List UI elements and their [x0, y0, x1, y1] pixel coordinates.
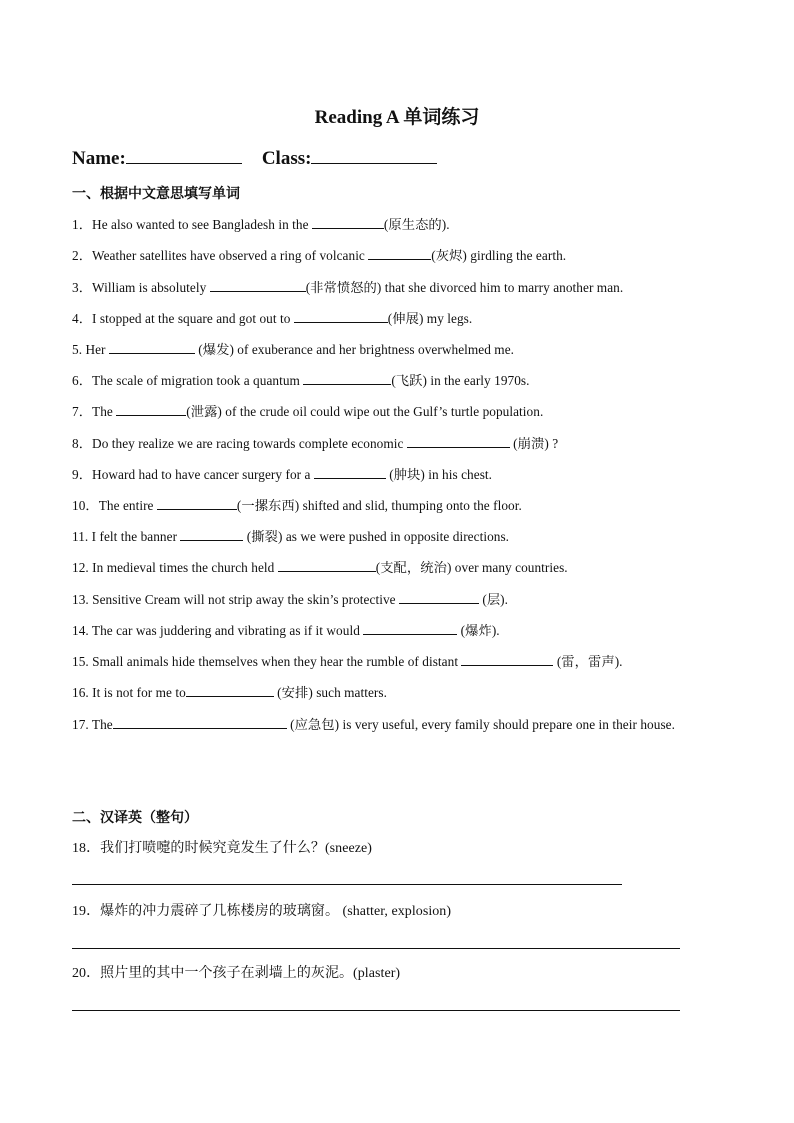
answer-blank[interactable]	[210, 277, 306, 292]
question-hint: (一摞东西) shifted and slid, thumping onto the floor.	[236, 498, 522, 513]
question-9	[72, 459, 712, 490]
answer-blank[interactable]	[363, 620, 457, 635]
page-title: Reading A 单词练习	[314, 107, 480, 128]
question-text: 14. The car was juddering and vibrating as if it would	[72, 623, 364, 638]
question-text: 3．William is absolutely	[72, 280, 210, 295]
question-text: 6．The scale of migration took a quantum	[72, 373, 304, 388]
answer-blank[interactable]	[109, 339, 195, 354]
name-class-row	[72, 145, 437, 170]
question-text: 16. It is not for me to	[72, 685, 186, 700]
question-text: 4．I stopped at the square and got out to	[72, 311, 294, 326]
answer-blank[interactable]	[461, 651, 553, 666]
question-hint: (灰烬) girdling the earth.	[431, 248, 567, 263]
question-5	[72, 334, 712, 365]
question-3	[72, 272, 712, 303]
answer-line-18[interactable]	[72, 884, 622, 885]
class-blank[interactable]	[311, 145, 437, 164]
answer-blank[interactable]	[399, 589, 479, 604]
question-text: 10．The entire	[72, 498, 157, 513]
answer-blank[interactable]	[294, 308, 388, 323]
question-text: 8．Do they realize we are racing towards complete economic	[72, 436, 407, 451]
section1-heading: 一、根据中文意思填写单词	[72, 187, 240, 202]
question-text: 17. The	[72, 717, 113, 732]
question-text: 15. Small animals hide themselves when they hear the rumble of distant	[72, 654, 462, 669]
question-hint: (飞跃) in the early 1970s.	[391, 373, 530, 388]
question-hint: (雷，雷声).	[553, 654, 623, 669]
answer-blank[interactable]	[407, 433, 510, 448]
answer-blank[interactable]	[312, 214, 384, 229]
name-blank[interactable]	[126, 145, 242, 164]
question-8	[72, 428, 712, 459]
question-hint: (支配，统治) over many countries.	[375, 560, 568, 575]
question-text: 11. I felt the banner	[72, 529, 181, 544]
question-hint: (撕裂) as we were pushed in opposite directions.	[243, 529, 510, 544]
question-hint: (崩溃) ?	[509, 436, 559, 451]
answer-line-19[interactable]	[72, 948, 680, 949]
question-text: 1．He also wanted to see Bangladesh in the	[72, 217, 312, 232]
name-label: Name:	[72, 148, 126, 169]
question-hint: (泄露) of the crude oil could wipe out the Gulf’s turtle population.	[186, 404, 544, 419]
question-text: 5. Her	[72, 342, 109, 357]
question-1	[72, 209, 712, 240]
question-hint: (爆炸).	[457, 623, 500, 638]
answer-blank[interactable]	[368, 245, 431, 260]
question-13	[72, 584, 712, 615]
section2-heading: 二、汉译英（整句）	[72, 811, 198, 826]
question-2	[72, 240, 712, 271]
question-hint: (应急包) is very useful, every family should prepare one in their house.	[286, 717, 675, 732]
translation-18: 18．我们打喷嚏的时候究竟发生了什么？(sneeze)	[72, 841, 372, 856]
answer-blank[interactable]	[116, 401, 186, 416]
question-hint: (非常愤怒的) that she divorced him to marry another man.	[305, 280, 624, 295]
class-label: Class:	[261, 148, 312, 169]
question-text: 7．The	[72, 404, 117, 419]
answer-blank[interactable]	[113, 714, 287, 729]
question-text: 9．Howard had to have cancer surgery for a	[72, 467, 314, 482]
answer-blank[interactable]	[314, 464, 386, 479]
question-12	[72, 552, 712, 583]
question-hint: (层).	[478, 592, 509, 607]
question-7	[72, 396, 712, 427]
question-6	[72, 365, 712, 396]
question-4	[72, 303, 712, 334]
answer-blank[interactable]	[180, 526, 243, 541]
question-16	[72, 677, 712, 708]
question-hint: (肿块) in his chest.	[385, 467, 493, 482]
answer-blank[interactable]	[303, 370, 391, 385]
answer-blank[interactable]	[157, 495, 237, 510]
question-text: 2．Weather satellites have observed a ring of volcanic	[72, 248, 369, 263]
class-field[interactable]	[262, 145, 438, 170]
translation-20: 20．照片里的其中一个孩子在剥墙上的灰泥。(plaster)	[72, 966, 401, 981]
name-field[interactable]	[72, 145, 242, 170]
answer-blank[interactable]	[186, 682, 274, 697]
question-hint: (伸展) my legs.	[387, 311, 473, 326]
answer-line-20[interactable]	[72, 1010, 680, 1011]
question-hint: (爆发) of exuberance and her brightness overwhelmed me.	[194, 342, 515, 357]
question-text: 13. Sensitive Cream will not strip away the skin’s protective	[72, 592, 399, 607]
answer-blank[interactable]	[278, 557, 376, 572]
question-14	[72, 615, 712, 646]
translation-19: 19．爆炸的冲力震碎了几栋楼房的玻璃窗。 (shatter, explosion)	[72, 904, 452, 919]
question-17	[72, 709, 712, 740]
question-10	[72, 490, 712, 521]
question-hint: (原生态的).	[383, 217, 450, 232]
question-hint: (安排) such matters.	[273, 685, 388, 700]
question-11	[72, 521, 712, 552]
question-text: 12. In medieval times the church held	[72, 560, 278, 575]
question-15	[72, 646, 712, 677]
